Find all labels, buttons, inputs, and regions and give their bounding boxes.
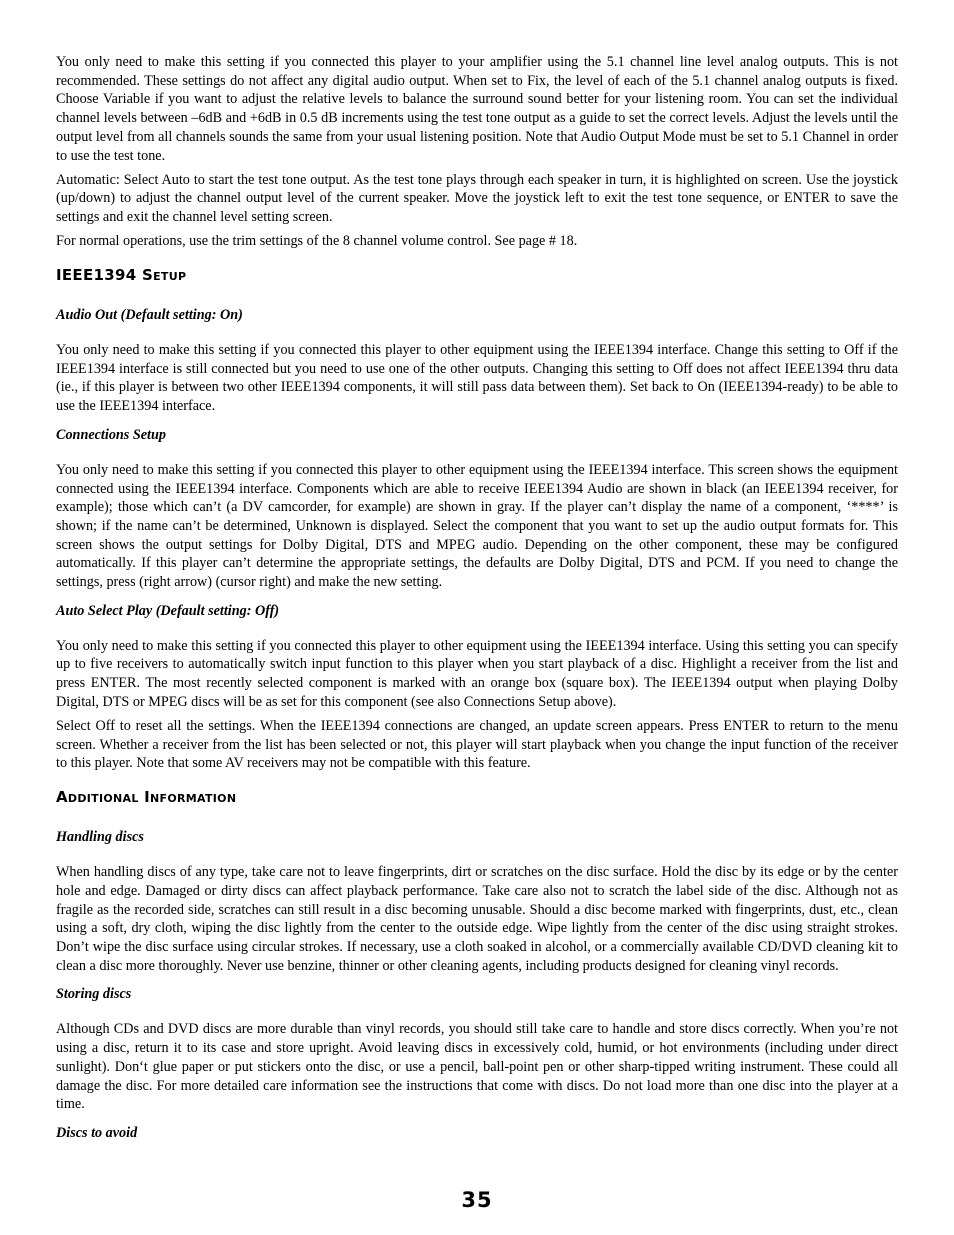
auto-select-play-paragraph-1: You only need to make this setting if you connected this player to other equipment using the IEEE1394 interface. Using this setting you can specify up to five receivers to automatically switch input function to this player when you start playback of a disc. Highlight a receiver from the list and press ENTER. The most recently selected component is marked with an orange box (square box). The IEEE1394 output when playing Dolby Digital, DTS or MPEG discs will be as set for this component (see also Connections Setup above). xyxy=(56,637,898,710)
intro-paragraph-1: You only need to make this setting if you connected this player to your amplifier using the 5.1 channel line level analog outputs. This is not recommended. These settings do not affect any digital audio output. When set to Fix, the level of each of the 5.1 channel analog outputs is fixed. Choose Variable if you want to adjust the relative levels to balance the surround sound better for your listening room. You can set the individual channel levels between –6dB and +6dB in 0.5 dB increments using the test tone output as a guide to set the correct levels. Adjust the levels until the output level from all channels sounds the same from your usual listening position. Note that Audio Output Mode must be set to 5.1 Channel in order to use the test tone. xyxy=(56,54,898,164)
intro-paragraph-2: Automatic: Select Auto to start the test tone output. As the test tone plays through each speaker in turn, it is highlighted on screen. Use the joystick (up/down) to adjust the channel output level of the current speaker. Move the joystick left to exit the test tone sequence, or ENTER to save the settings and exit the channel level setting screen. xyxy=(56,171,898,226)
auto-select-play-paragraph-2: Select Off to reset all the settings. When the IEEE1394 connections are changed, an update screen appears. Press ENTER to return to the menu screen. Whether a receiver from the list has been selected or not, this player will start playback when you change the input function of the receiver to this player. Note that some AV receivers may not be compatible with this feature. xyxy=(56,718,898,772)
storing-discs-subheading: Storing discs xyxy=(56,986,132,1003)
connections-setup-paragraph: You only need to make this setting if you connected this player to other equipment using the IEEE1394 interface. This screen shows the equipment connected using the IEEE1394 interface. Components which are able to receive IEEE1394 Audio are shown in black (an IEEE1394 receiver, for example); those which can’t (a DV camcorder, for example) are shown in gray. If the player can’t display the name of a component, ‘****’ is shown; if the name can’t be determined, Unknown is displayed. Select the component that you want to set up the audio output formats for. This screen shows the output settings for Dolby Digital, DTS and MPEG audio. Depending on the other component, these may be configured automatically. If this player can’t determine the appropriate settings, the defaults are Dolby Digital, DTS and PCM. If you need to change the settings, press (right arrow) (cursor right) and make the new setting. xyxy=(56,461,898,591)
connections-setup-subheading: Connections Setup xyxy=(56,426,166,443)
additional-information-heading: Additional Information xyxy=(56,788,237,807)
discs-to-avoid-subheading: Discs to avoid xyxy=(56,1124,138,1141)
page-number: 35 xyxy=(461,1188,493,1212)
audio-out-subheading: Audio Out (Default setting: On) xyxy=(56,307,243,324)
auto-select-play-subheading: Auto Select Play (Default setting: Off) xyxy=(56,602,280,619)
handling-discs-paragraph: When handling discs of any type, take care not to leave fingerprints, dirt or scratches on the disc surface. Hold the disc by its edge or by the center hole and edge. Damaged or dirty discs can affect playback performance. Take care also not to scratch the label side of the disc. Although not as fragile as the recorded side, scratches can still result in a disc becoming unusable. Should a disc become marked with fingerprints, dust, etc., clean using a soft, dry cloth, wiping the disc lightly from the center to the outside edge. Wipe lightly from the center of the disc using straight strokes. Don’t wipe the disc surface using circular strokes. If necessary, use a cloth soaked in alcohol, or a commercially available CD/DVD cleaning kit to clean a disc more thoroughly. Never use benzine, thinner or other cleaning agents, including products designed for cleaning vinyl records. xyxy=(56,864,898,974)
intro-paragraph-3: For normal operations, use the trim settings of the 8 channel volume control. See page # 18. xyxy=(56,233,578,250)
handling-discs-subheading: Handling discs xyxy=(56,829,144,846)
manual-page xyxy=(56,53,898,1159)
ieee1394-setup-heading: IEEE1394 Setup xyxy=(56,266,187,285)
audio-out-paragraph: You only need to make this setting if you connected this player to other equipment using the IEEE1394 interface. Change this setting to Off if the IEEE1394 interface is still connected but you need to use one of the other outputs. Changing this setting to Off does not affect IEEE1394 thru data (ie., if this player is between two other IEEE1394 components, it will still pass data between them). Set back to On (IEEE1394-ready) to be able to use the IEEE1394 interface. xyxy=(56,342,898,415)
storing-discs-paragraph: Although CDs and DVD discs are more durable than vinyl records, you should still take care to handle and store discs correctly. When you’re not using a disc, return it to its case and store upright. Avoid leaving discs in excessively cold, humid, or hot environments (including under direct sunlight). Don‘t glue paper or put stickers onto the disc, or use a pencil, ball-point pen or other sharp-tipped writing instrument. These could all damage the disc. For more detailed care information see the instructions that come with discs. Do not load more than one disc into the player at a time. xyxy=(56,1021,898,1113)
